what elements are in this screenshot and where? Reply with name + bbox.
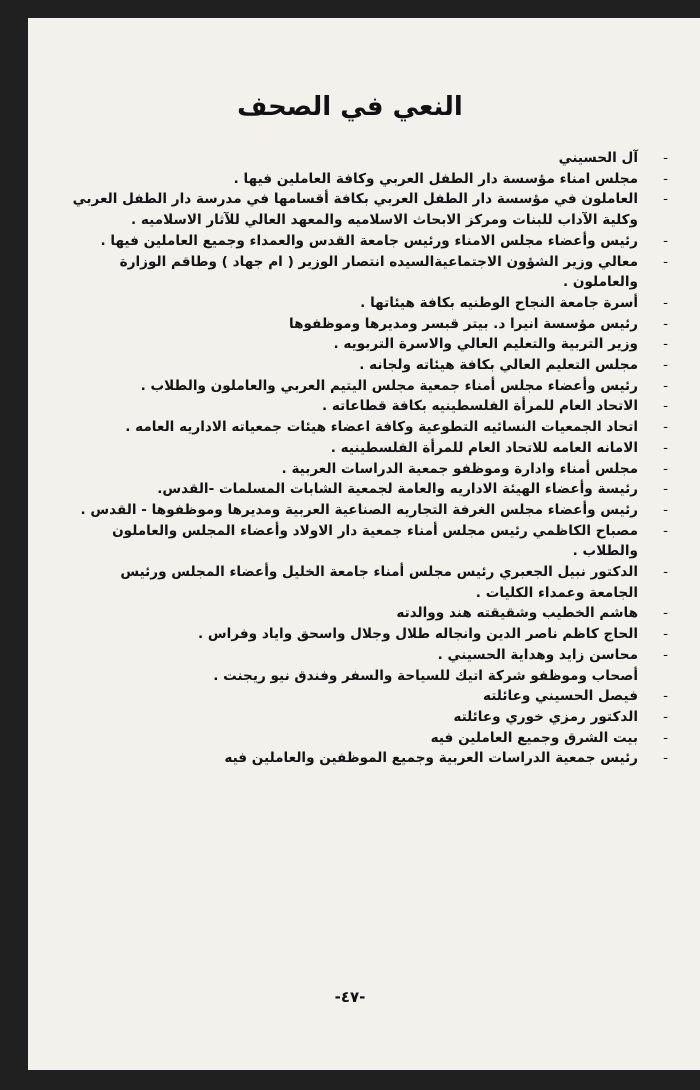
condolence-entry: - وزير التربية والتعليم العالي والاسرة التربويه . [70,334,668,355]
condolence-entry: - مجلس امناء مؤسسة دار الطفل العربي وكافة العاملين فيها . [70,169,668,190]
condolence-list [70,148,668,769]
condolence-entry: - آل الحسيني [70,148,668,169]
condolence-entry: - الدكتور نبيل الجعبري رئيس مجلس أمناء جامعة الخليل وأعضاء المجلس ورئيس الجامعة وعمداء الكليات . [70,562,668,603]
condolence-entry: - مصباح الكاظمي رئيس مجلس أمناء جمعية دار الاولاد وأعضاء المجلس والعاملون والطلاب . [70,521,668,562]
condolence-entry: - مجلس أمناء وادارة وموظفو جمعية الدراسات العربية . [70,459,668,480]
page-title: النعي في الصحف [237,92,463,122]
condolence-entry: - اتحاد الجمعيات النسائيه التطوعية وكافة اعضاء هيئات جمعياته الاداريه العامه . [70,417,668,438]
condolence-entry: - رئيسة وأعضاء الهيئة الاداريه والعامة لجمعية الشابات المسلمات -القدس. [70,479,668,500]
condolence-entry: - رئيس جمعية الدراسات العربية وجميع الموظفين والعاملين فيه [70,748,668,769]
condolence-entry: - رئيس مؤسسة انيرا د. بيتر قبسر ومديرها وموظفوها [70,314,668,335]
condolence-entry: - فيصل الحسيني وعائلته [70,686,668,707]
condolence-entry: - أسرة جامعة النجاح الوطنيه بكافة هيئاتها . [70,293,668,314]
condolence-entry: أصحاب وموظفو شركة اتيك للسياحة والسفر وفندق نيو ريجنت . [213,667,638,684]
page-number: -٤٧- [334,988,366,1006]
condolence-entry: - الدكتور رمزي خوري وعائلته [70,707,668,728]
condolence-entry: - مجلس التعليم العالي بكافة هيئاته ولجانه . [70,355,668,376]
condolence-entry: - رئيس وأعضاء مجلس الغرفة التجاريه الصناعية العربية ومديرها وموظفوها - القدس . [70,500,668,521]
condolence-entry: - رئيس وأعضاء مجلس أمناء جمعية مجلس اليتيم العربي والعاملون والطلاب . [70,376,668,397]
condolence-entry: - العاملون في مؤسسة دار الطفل العربي بكافة أقسامها في مدرسة دار الطفل العربي وكلية الآداب للبنات ومركز الابحاث الاسلاميه والمعهد العالي للآثار الاسلاميه . [70,189,668,230]
condolence-entry: - معالي وزير الشؤون الاجتماعيةالسيده انتصار الوزير ( ام جهاد ) وطاقم الوزارة والعاملون . [70,252,668,293]
condolence-entry: - بيت الشرق وجميع العاملين فيه [70,728,668,749]
condolence-entry: - الحاج كاظم ناصر الدين وانجاله طلال وجلال واسحق واياد وفراس . [70,624,668,645]
condolence-entry: - هاشم الخطيب وشقيقته هند ووالدته [70,603,668,624]
condolence-entry: - محاسن زايد وهداية الحسيني . [70,645,668,666]
condolence-entry: - الاتحاد العام للمرأة الفلسطينيه بكافة قطاعاته . [70,396,668,417]
condolence-entry: - الامانه العامه للاتحاد العام للمرأة الفلسطينيه . [70,438,668,459]
condolence-entry: - رئيس وأعضاء مجلس الامناء ورئيس جامعة القدس والعمداء وجميع العاملين فيها . [70,231,668,252]
